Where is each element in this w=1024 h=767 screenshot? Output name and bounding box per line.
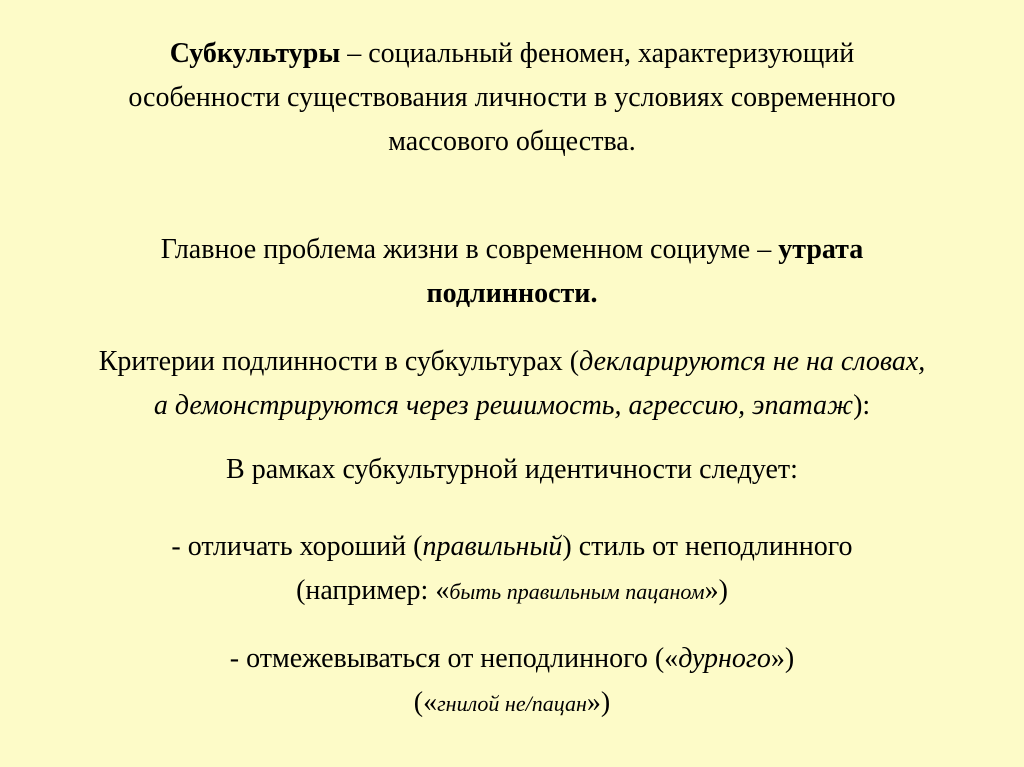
distinguish-line-1 bbox=[0, 525, 1024, 569]
distinguish-item bbox=[0, 525, 1024, 614]
criteria-end: ): bbox=[853, 390, 871, 421]
definition-paragraph bbox=[0, 32, 1024, 164]
criteria-line-2 bbox=[0, 384, 1024, 428]
criteria-line-1 bbox=[0, 340, 1024, 384]
criteria-italic-1: декларируются не на словах, bbox=[579, 346, 926, 377]
separate-post: ») bbox=[770, 643, 795, 674]
separate-italic: дурного bbox=[678, 643, 771, 674]
main-problem-paragraph bbox=[0, 228, 1024, 316]
distinguish-post: ) стиль от неподлинного bbox=[562, 531, 853, 562]
main-problem-bold-1: утрата bbox=[778, 234, 864, 265]
definition-line-3: массового общества. bbox=[388, 126, 636, 157]
separate-item bbox=[0, 637, 1024, 726]
identity-heading bbox=[0, 448, 1024, 492]
example-italic: быть правильным пацаном bbox=[449, 579, 705, 604]
criteria-text: Критерии подлинности в субкультурах ( bbox=[98, 346, 580, 377]
separate-line-1 bbox=[0, 637, 1024, 681]
criteria-paragraph bbox=[0, 340, 1024, 428]
rotten-pre: (« bbox=[413, 687, 438, 718]
main-problem-line-1 bbox=[0, 228, 1024, 272]
distinguish-italic: правильный bbox=[422, 531, 563, 562]
rotten-italic: гнилой не/пацан bbox=[437, 691, 587, 716]
distinguish-pre: - отличать хороший ( bbox=[171, 531, 423, 562]
criteria-italic-2: а демонстрируются через решимость, агрессию, эпатаж bbox=[153, 390, 854, 421]
main-problem-text: Главное проблема жизни в современном социуме – bbox=[160, 234, 779, 265]
term-subcultures: Субкультуры bbox=[169, 38, 341, 69]
definition-text: – социальный феномен, характеризующий bbox=[340, 38, 855, 69]
definition-line-2: особенности существования личности в условиях современного bbox=[128, 82, 896, 113]
definition-line-1 bbox=[0, 32, 1024, 76]
distinguish-line-2 bbox=[0, 569, 1024, 614]
example-post: ») bbox=[704, 575, 728, 606]
main-problem-bold-2: подлинности. bbox=[426, 278, 598, 309]
example-pre: (например: « bbox=[296, 575, 450, 606]
identity-text: В рамках субкультурной идентичности следует: bbox=[226, 454, 798, 485]
separate-line-2 bbox=[0, 681, 1024, 726]
separate-pre: - отмежевываться от неподлинного (« bbox=[229, 643, 679, 674]
rotten-post: ») bbox=[586, 687, 611, 718]
